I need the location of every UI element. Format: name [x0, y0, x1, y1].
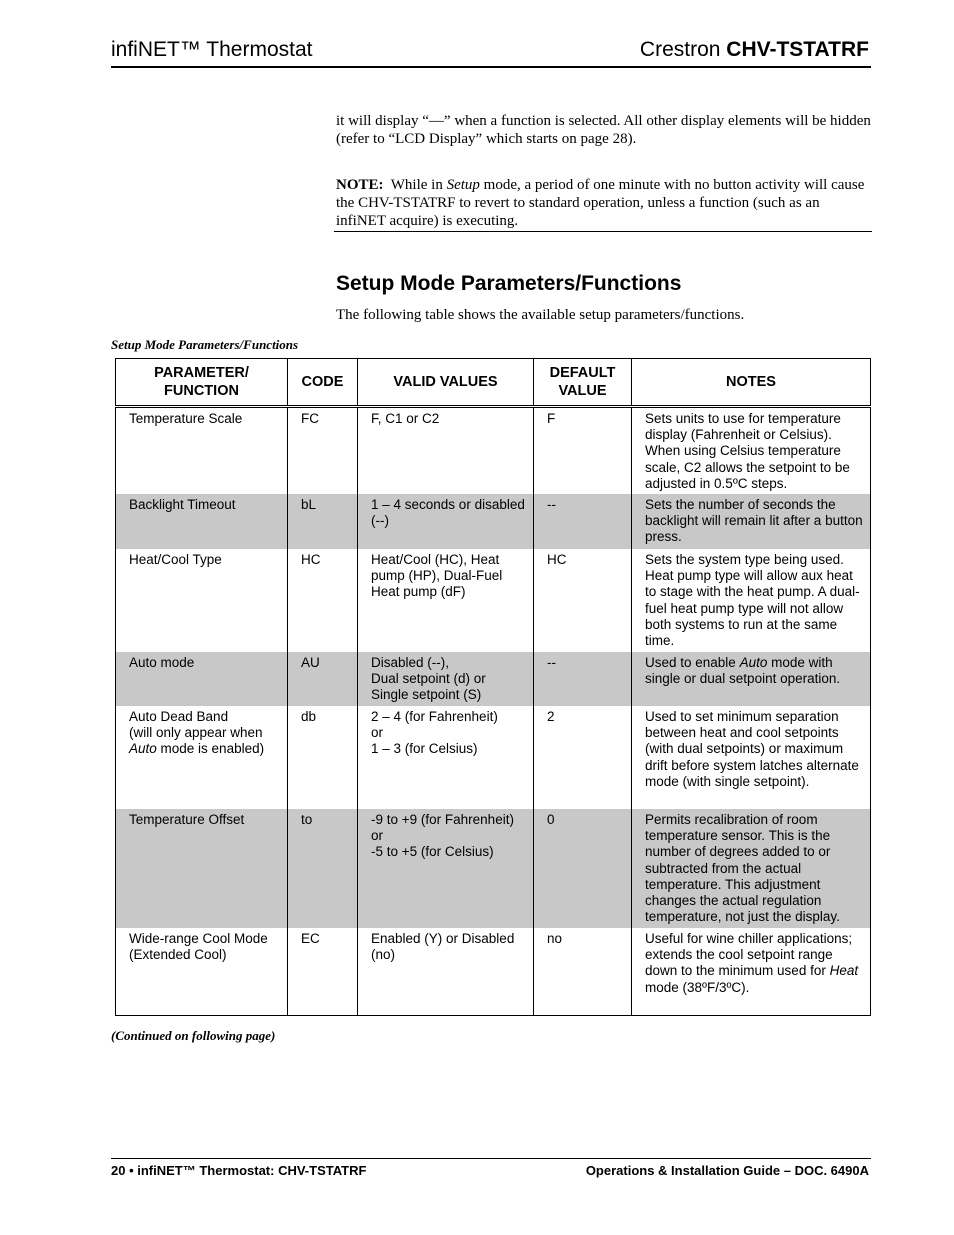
default-cell: no	[534, 928, 632, 1015]
section-title: Setup Mode Parameters/Functions	[336, 272, 682, 295]
values-line: Dual setpoint (d) or	[371, 671, 486, 687]
param-cell: Heat/Cool Type	[116, 549, 288, 652]
values-cell: F, C1 or C2	[358, 407, 534, 495]
column-header-parameter: PARAMETER/ FUNCTION	[116, 359, 288, 407]
note-label: NOTE:	[336, 177, 384, 193]
page-footer	[111, 1158, 871, 1178]
notes-cell: Sets units to use for temperature display (Fahrenheit or Celsius). When using Celsius temperature scale, C2 allows the setpoint to be adjusted in 0.5ºC steps.	[632, 407, 871, 495]
intro-paragraph: it will display “—” when a function is selected. All other display elements will be hidden (refer to “LCD Display” which starts on page 28).	[336, 113, 871, 147]
param-cell	[116, 706, 288, 809]
note-divider	[334, 231, 872, 232]
table-caption: Setup Mode Parameters/Functions	[111, 337, 299, 352]
values-line: 2 – 4 (for Fahrenheit)	[371, 709, 498, 725]
param-cell: Backlight Timeout	[116, 494, 288, 549]
code-cell: bL	[288, 494, 358, 549]
header-brand-prefix: Crestron	[639, 38, 727, 61]
setup-note	[336, 176, 871, 230]
column-header-default-value: DEFAULT VALUE	[534, 359, 632, 407]
notes-cell	[632, 652, 871, 706]
column-header-notes: NOTES	[632, 359, 871, 407]
values-line: or	[371, 725, 384, 741]
notes-italic: Heat	[829, 963, 859, 979]
code-cell: EC	[288, 928, 358, 1015]
notes-text: Useful for wine chiller applications; extends the cool setpoint range down to the minimum used for	[645, 931, 853, 979]
values-cell: 1 – 4 seconds or disabled (--)	[358, 494, 534, 549]
note-text-pre: While in	[390, 177, 447, 193]
note-text-italic: Setup	[446, 177, 480, 193]
section-intro: The following table shows the available setup parameters/functions.	[336, 307, 745, 323]
table-row	[116, 928, 871, 1015]
notes-text: mode with single or dual setpoint operation.	[645, 655, 841, 687]
param-cell: Auto mode	[116, 652, 288, 706]
header-title: infiNET™ Thermostat	[111, 38, 313, 61]
values-cell: Enabled (Y) or Disabled (no)	[358, 928, 534, 1015]
values-line: -9 to +9 (for Fahrenheit) or	[371, 812, 514, 844]
notes-cell	[632, 928, 871, 1015]
footer-doc-info: Operations & Installation Guide – DOC. 6490A	[585, 1163, 869, 1178]
code-cell: HC	[288, 549, 358, 652]
footer-page-info: 20 • infiNET™ Thermostat: CHV-TSTATRF	[111, 1163, 367, 1178]
code-cell: FC	[288, 407, 358, 495]
values-cell	[358, 652, 534, 706]
code-cell: AU	[288, 652, 358, 706]
table-row	[116, 706, 871, 809]
param-cell: Temperature Scale	[116, 407, 288, 495]
param-italic: Auto	[129, 741, 157, 757]
param-line: mode is enabled)	[156, 741, 265, 757]
header-model: CHV-TSTATRF	[726, 38, 869, 61]
default-cell: F	[534, 407, 632, 495]
header-brand	[640, 38, 869, 62]
notes-cell: Used to set minimum separation between heat and cool setpoints (with dual setpoints) or maximum drift before system latches alternate mode (with single setpoint).	[632, 706, 871, 809]
table-row	[116, 809, 871, 928]
param-cell: Temperature Offset	[116, 809, 288, 928]
param-cell: Wide-range Cool Mode (Extended Cool)	[116, 928, 288, 1015]
table-row	[116, 652, 871, 706]
column-header-code: CODE	[288, 359, 358, 407]
values-line: Disabled (--),	[371, 655, 450, 671]
table-row	[116, 494, 871, 549]
table-row	[116, 549, 871, 652]
notes-cell: Permits recalibration of room temperature sensor. This is the number of degrees added to or subtracted from the actual temperature. This adjustment changes the actual regulation temperature, not just the display.	[632, 809, 871, 928]
page-header	[111, 38, 871, 68]
param-line: Auto Dead Band	[129, 709, 229, 725]
notes-text: Used to enable	[645, 655, 740, 671]
notes-text: mode (38ºF/3ºC).	[645, 979, 750, 995]
notes-italic: Auto	[739, 655, 768, 671]
param-line: (will only appear when	[129, 725, 263, 741]
default-cell: 0	[534, 809, 632, 928]
default-cell: --	[534, 494, 632, 549]
code-cell: to	[288, 809, 358, 928]
values-cell	[358, 706, 534, 809]
values-line: -5 to +5 (for Celsius)	[371, 844, 494, 860]
default-cell: HC	[534, 549, 632, 652]
values-line: 1 – 3 (for Celsius)	[371, 741, 478, 757]
notes-cell: Sets the system type being used. Heat pump type will allow aux heat to stage with the heat pump. A dual-fuel heat pump type will not allow both systems to run at the same time.	[632, 549, 871, 652]
values-line: Single setpoint (S)	[371, 687, 482, 703]
default-cell: 2	[534, 706, 632, 809]
default-cell: --	[534, 652, 632, 706]
note-text-post: mode, a period of one minute with no button activity will cause the CHV-TSTATRF to revert to standard operation, unless a function (such as an infiNET acquire) is executing.	[336, 177, 865, 229]
code-cell: db	[288, 706, 358, 809]
notes-cell: Sets the number of seconds the backlight will remain lit after a button press.	[632, 494, 871, 549]
values-cell: Heat/Cool (HC), Heat pump (HP), Dual-Fuel Heat pump (dF)	[358, 549, 534, 652]
table-header-row	[116, 359, 871, 407]
setup-parameters-table	[115, 358, 871, 1016]
values-cell	[358, 809, 534, 928]
table-row	[116, 407, 871, 495]
column-header-valid-values: VALID VALUES	[358, 359, 534, 407]
continued-note: (Continued on following page)	[111, 1028, 276, 1043]
